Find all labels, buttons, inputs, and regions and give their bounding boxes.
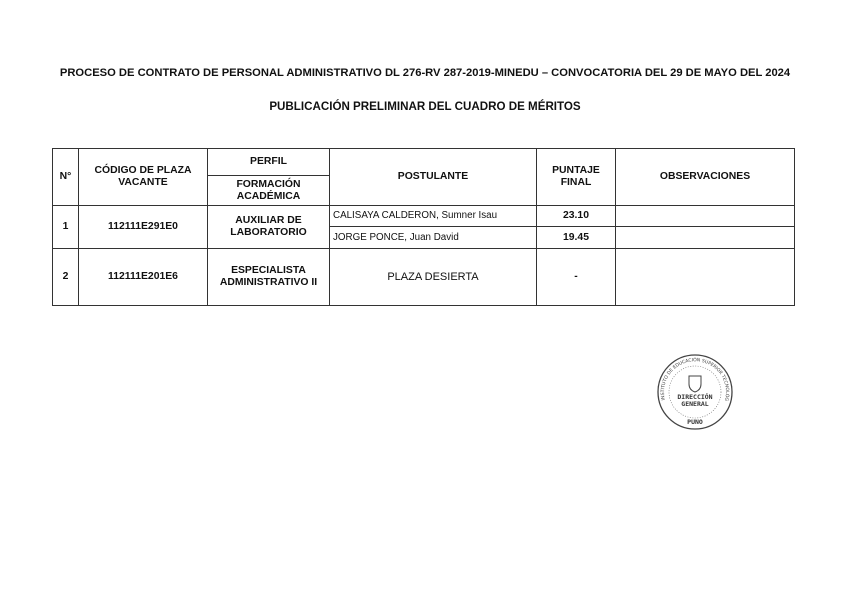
seal-bottom: PUNO [687, 418, 703, 426]
table-row [53, 249, 795, 306]
postulante-observaciones [616, 206, 795, 227]
header-observaciones: OBSERVACIONES [616, 149, 795, 206]
seal-center-2: GENERAL [681, 400, 709, 408]
document-subtitle: PUBLICACIÓN PRELIMINAR DEL CUADRO DE MÉRITOS [269, 100, 581, 113]
header-row [53, 149, 795, 176]
header-puntaje: PUNTAJE FINAL [537, 149, 616, 206]
official-seal [655, 352, 735, 432]
document-title: PROCESO DE CONTRATO DE PERSONAL ADMINISTRATIVO DL 276-RV 287-2019-MINEDU – CONVOCATORIA DEL 29 DE MAYO DEL 2024 [59, 67, 791, 79]
row-codigo: 112111E201E6 [79, 249, 208, 306]
seal-center-1: DIRECCIÓN [677, 393, 713, 401]
row-num: 1 [53, 206, 79, 249]
merit-table [52, 148, 795, 306]
coat-of-arms-icon [689, 376, 701, 392]
row-codigo: 112111E291E0 [79, 206, 208, 249]
postulante-observaciones [616, 227, 795, 249]
header-num: N° [53, 149, 79, 206]
header-perfil: PERFIL [208, 149, 330, 176]
row-formacion: AUXILIAR DE LABORATORIO [208, 206, 330, 249]
row-formacion: ESPECIALISTA ADMINISTRATIVO II [208, 249, 330, 306]
postulante-name: CALISAYA CALDERON, Sumner Isau [330, 206, 537, 227]
postulante-name: PLAZA DESIERTA [330, 249, 537, 306]
seal-outer-text: INSTITUTO DE EDUCACIÓN SUPERIOR TECNOLÓG [660, 358, 730, 402]
header-postulante: POSTULANTE [330, 149, 537, 206]
postulante-name: JORGE PONCE, Juan David [330, 227, 537, 249]
postulante-observaciones [616, 249, 795, 306]
postulante-score: 19.45 [537, 227, 616, 249]
postulante-score: - [537, 249, 616, 306]
postulante-score: 23.10 [537, 206, 616, 227]
header-codigo: CÓDIGO DE PLAZA VACANTE [79, 149, 208, 206]
header-formacion: FORMACIÓN ACADÉMICA [208, 176, 330, 206]
table-row [53, 206, 795, 227]
row-num: 2 [53, 249, 79, 306]
